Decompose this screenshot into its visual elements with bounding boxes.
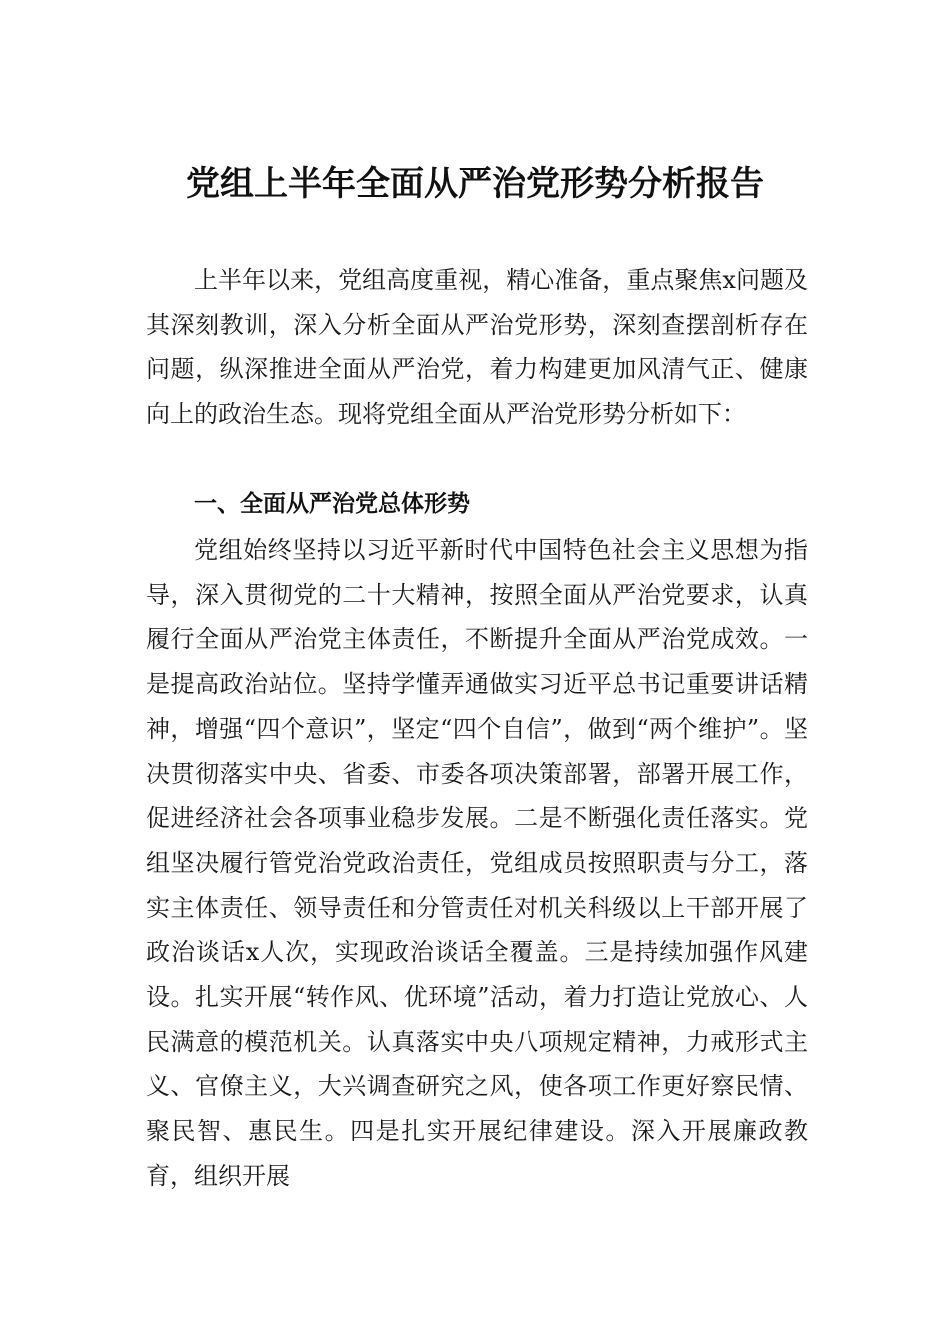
intro-paragraph: 上半年以来，党组高度重视，精心准备，重点聚焦x问题及其深刻教训，深入分析全面从严治党形势，深刻查摆剖析存在问题，纵深推进全面从严治党，着力构建更加风清气正、健康向上的政治生态。现将党组全面从严治党形势分析如下：	[146, 266, 808, 429]
section-body-paragraph: 党组始终坚持以习近平新时代中国特色社会主义思想为指导，深入贯彻党的二十大精神，按照全面从严治党要求，认真履行全面从严治党主体责任，不断提升全面从严治党成效。一是提高政治站位。坚持学懂弄通做实习近平总书记重要讲话精神，增强“四个意识”，坚定“四个自信”，做到“两个维护”。坚决贯彻落实中央、省委、市委各项决策部署，部署开展工作，促进经济社会各项事业稳步发展。二是不断强化责任落实。党组坚决履行管党治党政治责任，党组成员按照职责与分工，落实主体责任、领导责任和分管责任对机关科级以上干部开展了政治谈话x人次，实现政治谈话全覆盖。三是持续加强作风建设。扎实开展“转作风、优环境”活动，着力打造让党放心、人民满意的模范机关。认真落实中央八项规定精神，力戒形式主义、官僚主义，大兴调查研究之风，使各项工作更好察民情、聚民智、惠民生。四是扎实开展纪律建设。深入开展廉政教育，组织开展	[146, 536, 808, 1190]
section-heading: 一、全面从严治党总体形势	[194, 491, 470, 517]
document-title: 党组上半年全面从严治党形势分析报告	[186, 164, 764, 204]
